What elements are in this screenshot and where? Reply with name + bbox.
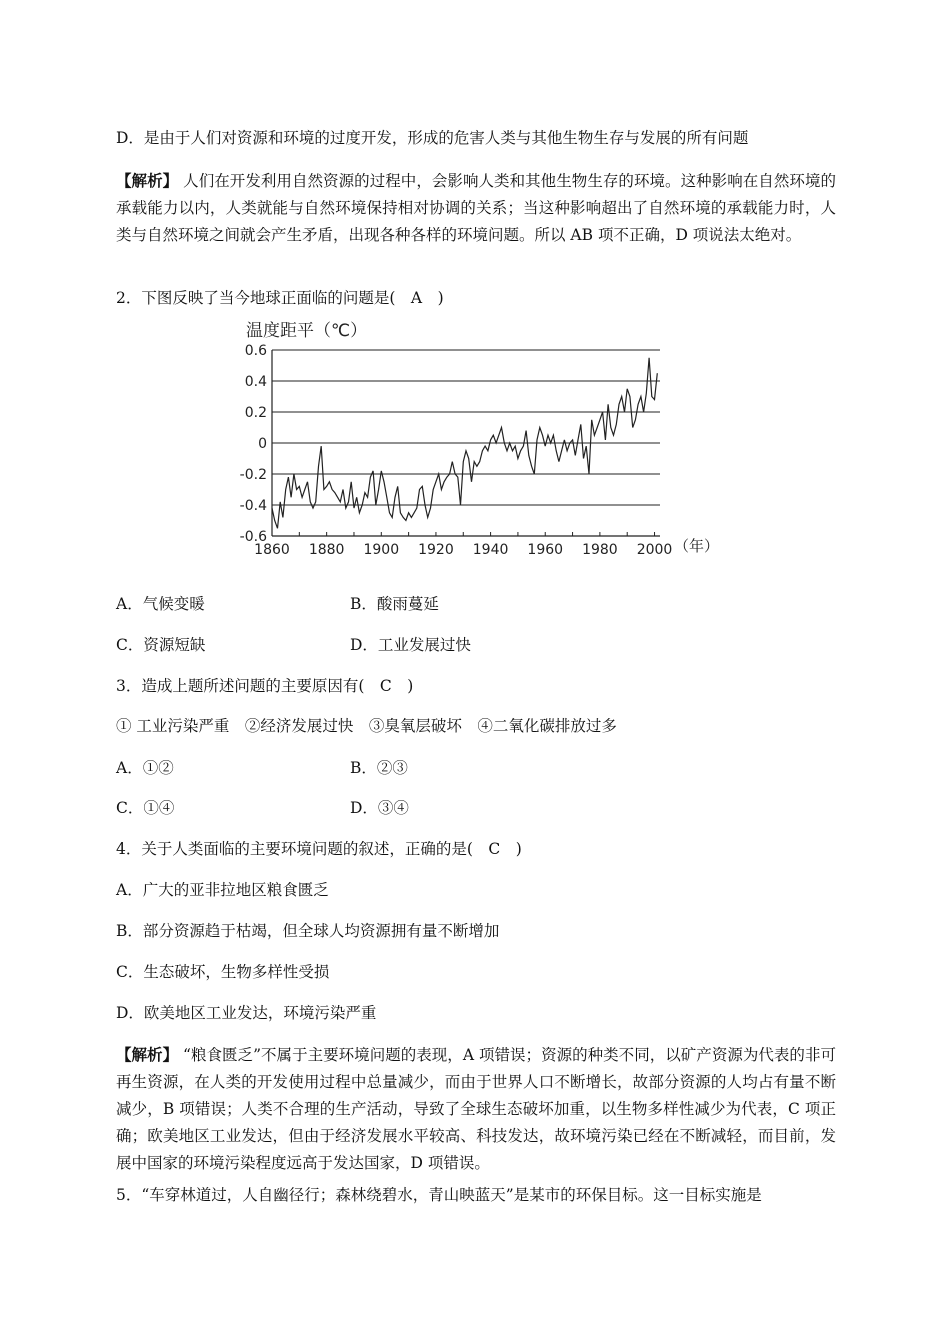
chart-x-axis-label: （年） <box>674 537 720 555</box>
x-tick-label: 1940 <box>472 542 509 558</box>
q2-option-d: D．工业发展过快 <box>350 636 471 654</box>
q1-option-d: D．是由于人们对资源和环境的过度开发，形成的危害人类与其他生物生存与发展的所有问题 <box>116 129 749 147</box>
q4-option-a: A．广大的亚非拉地区粮食匮乏 <box>116 881 329 899</box>
chart-y-ticks <box>240 343 267 545</box>
x-tick-label: 1880 <box>308 542 345 558</box>
temperature-anomaly-chart <box>228 316 728 570</box>
analysis-tag: 【解析】 <box>116 171 179 190</box>
x-tick-label: 1900 <box>363 542 400 558</box>
x-tick-label: 1920 <box>418 542 454 558</box>
y-tick-label: 0 <box>258 436 267 452</box>
q3-stem: 3．造成上题所述问题的主要原因有( C ) <box>116 677 414 695</box>
x-tick-label: 1980 <box>582 542 618 558</box>
x-tick-label: 1860 <box>254 542 290 558</box>
y-tick-label: 0.2 <box>244 405 267 421</box>
q5-stem: 5．“车穿林道过，人自幽径行；森林绕碧水，青山映蓝天”是某市的环保目标。这一目标实施是 <box>116 1186 762 1204</box>
y-tick-label: -0.4 <box>239 498 267 514</box>
q4-option-b: B．部分资源趋于枯竭，但全球人均资源拥有量不断增加 <box>116 922 500 940</box>
q4-option-c: C．生态破坏，生物多样性受损 <box>116 963 330 981</box>
q3-option-b: B．②③ <box>350 759 408 777</box>
q3-option-c: C．①④ <box>116 799 175 817</box>
x-tick-label: 2000 <box>636 542 673 558</box>
q2-option-a: A．气候变暖 <box>116 595 205 613</box>
chart-title: 温度距平（℃） <box>246 321 368 341</box>
chart-gridlines <box>272 350 660 536</box>
y-tick-label: -0.2 <box>239 467 267 483</box>
q2-option-b: B．酸雨蔓延 <box>350 595 439 613</box>
y-tick-label: 0.6 <box>244 343 267 359</box>
q3-option-a: A．①② <box>116 759 174 777</box>
q3-option-d: D．③④ <box>350 799 409 817</box>
q4-stem: 4．关于人类面临的主要环境问题的叙述，正确的是( C ) <box>116 840 522 858</box>
y-tick-label: -0.6 <box>239 529 267 545</box>
q3-statements: ① 工业污染严重 ②经济发展过快 ③臭氧层破坏 ④二氧化碳排放过多 <box>116 717 617 735</box>
analysis-2 <box>116 1041 836 1177</box>
q4-option-d: D．欧美地区工业发达，环境污染严重 <box>116 1004 377 1022</box>
q2-stem: 2．下图反映了当今地球正面临的问题是( A ) <box>116 289 444 307</box>
y-tick-label: 0.4 <box>244 374 267 390</box>
analysis-text: 人们在开发利用自然资源的过程中，会影响人类和其他生物生存的环境。这种影响在自然环境的承载能力以内，人类就能与自然环境保持相对协调的关系；当这种影响超出了自然环境的承载能力时，人类与自然环境之间就会产生矛盾，出现各种各样的环境问题。所以 AB 项不正确，D 项说法太绝对。 <box>116 172 836 244</box>
analysis-tag: 【解析】 <box>116 1045 179 1064</box>
analysis-1 <box>116 167 836 249</box>
analysis-text: “粮食匮乏”不属于主要环境问题的表现，A 项错误；资源的种类不同，以矿产资源为代表的非可再生资源，在人类的开发使用过程中总量减少，而由于世界人口不断增长，故部分资源的人均占有量不断减少，B 项错误；人类不合理的生产活动，导致了全球生态破坏加重，以生物多样性减少为代表，C 项正确；欧美地区工业发达，但由于经济发展水平较高、科技发达，故环境污染已经在不断减轻，而目前，发展中国家的环境污染程度远高于发达国家，D 项错误。 <box>116 1046 836 1172</box>
x-tick-label: 1960 <box>527 542 564 558</box>
q2-option-c: C．资源短缺 <box>116 636 206 654</box>
